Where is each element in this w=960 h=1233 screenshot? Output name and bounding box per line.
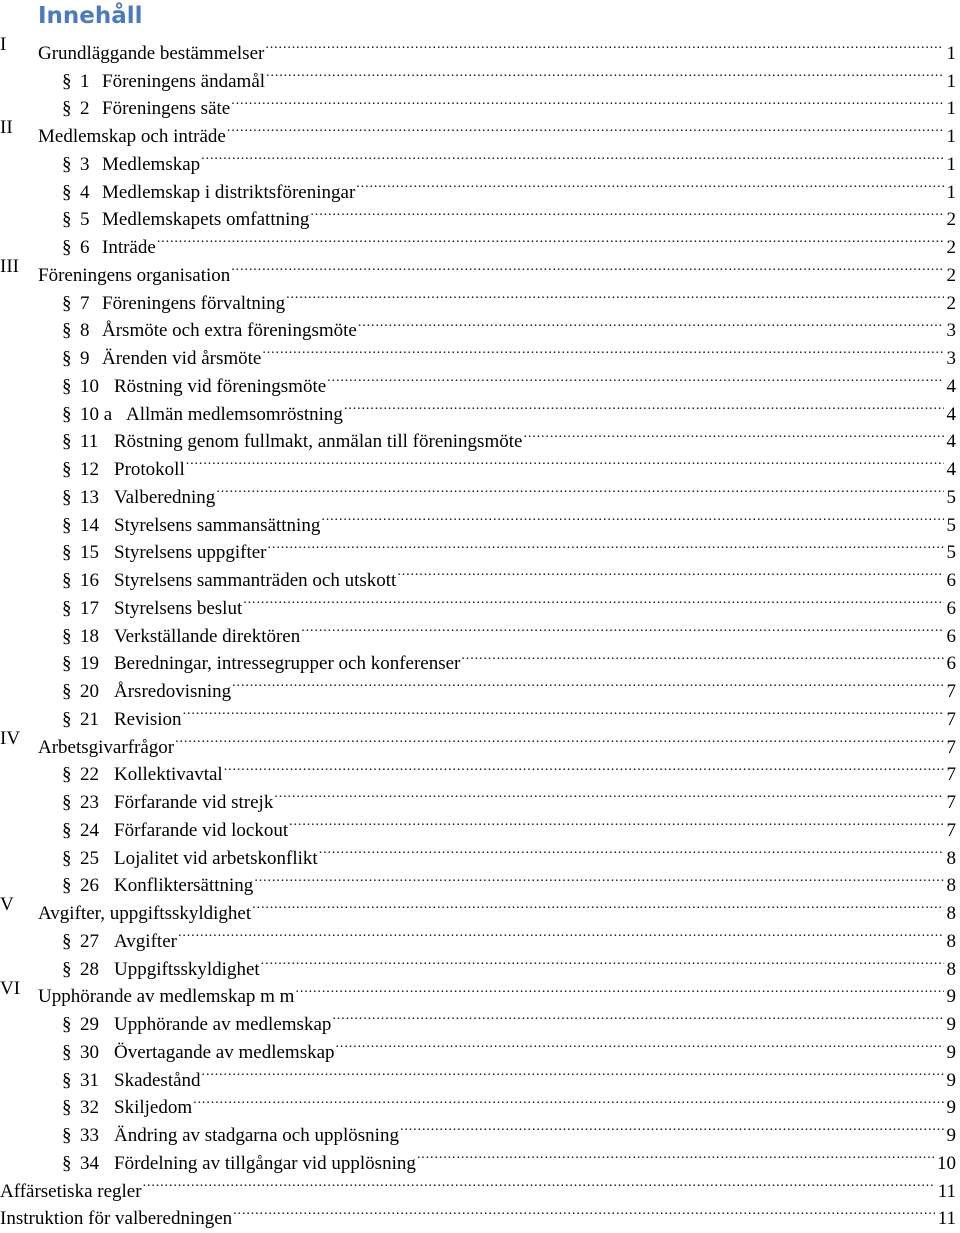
dot-leader xyxy=(186,447,944,475)
page-number: 9 xyxy=(944,1039,960,1067)
entry-title: Styrelsens sammanträden och utskott xyxy=(114,567,397,595)
entry-title: Medlemskap och inträde xyxy=(38,123,227,151)
paragraph-sign: § xyxy=(62,761,80,789)
section-number: 25 xyxy=(80,845,114,873)
toc-entry[interactable] xyxy=(0,1197,960,1233)
dot-leader xyxy=(261,947,944,975)
paragraph-sign: § xyxy=(62,484,80,512)
dot-leader xyxy=(336,1030,944,1058)
toc-chapter-row[interactable] xyxy=(0,891,960,919)
page-number: 4 xyxy=(944,401,960,429)
toc-section-row[interactable] xyxy=(0,919,960,947)
dot-leader xyxy=(356,170,943,198)
dot-leader xyxy=(268,531,944,559)
entry-title: Revision xyxy=(114,706,183,734)
section-number: 13 xyxy=(80,484,114,512)
page-number: 3 xyxy=(944,345,960,373)
toc-chapter-row[interactable] xyxy=(0,725,960,753)
dot-leader xyxy=(295,975,943,1003)
dot-leader xyxy=(224,753,944,781)
toc-chapter-row[interactable] xyxy=(0,975,960,1003)
entry-title: Medlemskapets omfattning xyxy=(102,206,310,234)
dot-leader xyxy=(321,503,943,531)
dot-leader xyxy=(231,253,943,281)
toc-section-row[interactable] xyxy=(0,836,960,864)
dot-leader xyxy=(344,392,944,420)
paragraph-sign: § xyxy=(62,345,80,373)
paragraph-sign: § xyxy=(62,428,80,456)
paragraph-sign: § xyxy=(62,68,80,96)
dot-leader xyxy=(202,1058,944,1086)
section-number: 29 xyxy=(80,1011,114,1039)
section-number: 8 xyxy=(80,317,102,345)
section-number: 1 xyxy=(80,68,102,96)
page-number: 8 xyxy=(944,900,960,928)
toc-section-row[interactable] xyxy=(0,1058,960,1086)
toc-section-row[interactable] xyxy=(0,225,960,253)
chapter-number: I xyxy=(0,31,6,59)
page-number: 7 xyxy=(944,789,960,817)
paragraph-sign: § xyxy=(62,1067,80,1095)
dot-leader xyxy=(157,225,944,253)
toc-appendix-row[interactable] xyxy=(0,1169,960,1197)
dot-leader xyxy=(227,114,944,142)
entry-title: Förfarande vid strejk xyxy=(114,789,274,817)
section-number: 19 xyxy=(80,650,114,678)
page-number: 9 xyxy=(944,1067,960,1095)
toc-section-row[interactable] xyxy=(0,87,960,115)
entry-title: Uppgiftsskyldighet xyxy=(114,956,261,984)
entry-title: Röstning genom fullmakt, anmälan till föreningsmöte xyxy=(114,428,523,456)
section-number: 17 xyxy=(80,595,114,623)
paragraph-sign: § xyxy=(62,650,80,678)
dot-leader xyxy=(332,1002,943,1030)
page-number: 8 xyxy=(944,872,960,900)
section-number: 22 xyxy=(80,761,114,789)
section-number: 34 xyxy=(80,1150,114,1178)
page-number: 2 xyxy=(944,206,960,234)
paragraph-sign: § xyxy=(62,290,80,318)
toc-chapter-row[interactable] xyxy=(0,253,960,281)
paragraph-sign: § xyxy=(62,872,80,900)
dot-leader xyxy=(193,1086,943,1114)
toc-section-row[interactable] xyxy=(0,642,960,670)
entry-title: Konfliktersättning xyxy=(114,872,254,900)
page-number: 4 xyxy=(944,428,960,456)
chapter-number: IV xyxy=(0,725,20,753)
toc-heading: Innehåll xyxy=(38,0,143,32)
toc-section-row[interactable] xyxy=(0,808,960,836)
section-number: 32 xyxy=(80,1094,114,1122)
dot-leader xyxy=(310,198,943,226)
entry-title: Kollektivavtal xyxy=(114,761,224,789)
page-number: 7 xyxy=(944,734,960,762)
toc-section-row[interactable] xyxy=(0,420,960,448)
paragraph-sign: § xyxy=(62,845,80,873)
toc-section-row[interactable] xyxy=(0,1113,960,1141)
page-number: 1 xyxy=(944,95,960,123)
dot-leader xyxy=(183,697,944,725)
paragraph-sign: § xyxy=(62,706,80,734)
entry-title: Ärenden vid årsmöte xyxy=(102,345,262,373)
paragraph-sign: § xyxy=(62,373,80,401)
page-number: 4 xyxy=(944,373,960,401)
entry-title: Styrelsens sammansättning xyxy=(114,512,321,540)
toc-section-row[interactable] xyxy=(0,336,960,364)
dot-leader xyxy=(400,1113,944,1141)
entry-title: Upphörande av medlemskap xyxy=(114,1011,332,1039)
paragraph-sign: § xyxy=(62,151,80,179)
paragraph-sign: § xyxy=(62,1039,80,1067)
page-number: 3 xyxy=(944,317,960,345)
page-number: 9 xyxy=(944,1094,960,1122)
page-number: 7 xyxy=(944,706,960,734)
section-number: 24 xyxy=(80,817,114,845)
page-number: 7 xyxy=(944,761,960,789)
paragraph-sign: § xyxy=(62,1150,80,1178)
page-number: 8 xyxy=(944,845,960,873)
dot-leader xyxy=(231,87,943,115)
entry-title: Upphörande av medlemskap m m xyxy=(38,983,295,1011)
toc-section-row[interactable] xyxy=(0,1141,960,1169)
entry-title: Beredningar, intressegrupper och konferenser xyxy=(114,650,461,678)
toc-section-row[interactable] xyxy=(0,947,960,975)
entry-title: Arbetsgivarfrågor xyxy=(38,734,175,762)
page-number: 2 xyxy=(944,262,960,290)
entry-title: Övertagande av medlemskap xyxy=(114,1039,336,1067)
paragraph-sign: § xyxy=(62,817,80,845)
dot-leader xyxy=(201,142,943,170)
dot-leader xyxy=(461,642,943,670)
section-number: 27 xyxy=(80,928,114,956)
dot-leader xyxy=(252,891,943,919)
paragraph-sign: § xyxy=(62,401,80,429)
dot-leader xyxy=(274,780,943,808)
toc-section-row[interactable] xyxy=(0,1002,960,1030)
chapter-number: II xyxy=(0,114,13,142)
section-number: 10 a xyxy=(80,401,126,429)
entry-title: Föreningens ändamål xyxy=(102,68,266,96)
entry-title: Medlemskap i distriktsföreningar xyxy=(102,179,356,207)
section-number: 28 xyxy=(80,956,114,984)
toc-section-row[interactable] xyxy=(0,669,960,697)
entry-title: Instruktion för valberedningen xyxy=(0,1205,233,1233)
section-number: 2 xyxy=(80,95,102,123)
paragraph-sign: § xyxy=(62,179,80,207)
section-number: 9 xyxy=(80,345,102,373)
toc-section-row[interactable] xyxy=(0,281,960,309)
page-number: 5 xyxy=(944,539,960,567)
chapter-number: VI xyxy=(0,975,20,1003)
paragraph-sign: § xyxy=(62,1122,80,1150)
paragraph-sign: § xyxy=(62,539,80,567)
dot-leader xyxy=(243,586,943,614)
dot-leader xyxy=(358,309,944,337)
entry-title: Avgifter xyxy=(114,928,178,956)
entry-title: Skiljedom xyxy=(114,1094,193,1122)
entry-title: Affärsetiska regler xyxy=(0,1178,143,1206)
page-number: 1 xyxy=(944,123,960,151)
entry-title: Avgifter, uppgiftsskyldighet xyxy=(38,900,252,928)
page-number: 9 xyxy=(944,1011,960,1039)
toc-section-row[interactable] xyxy=(0,1030,960,1058)
toc-section-row[interactable] xyxy=(0,697,960,725)
section-number: 5 xyxy=(80,206,102,234)
page-number: 7 xyxy=(944,817,960,845)
page-number: 2 xyxy=(944,290,960,318)
toc-section-row[interactable] xyxy=(0,780,960,808)
dot-leader xyxy=(319,836,944,864)
page-number: 6 xyxy=(944,567,960,595)
dot-leader xyxy=(216,475,943,503)
page-number: 5 xyxy=(944,484,960,512)
dot-leader xyxy=(233,1197,935,1225)
page-number: 5 xyxy=(944,512,960,540)
page-number: 1 xyxy=(944,68,960,96)
entry-title: Medlemskap xyxy=(102,151,201,179)
toc-section-row[interactable] xyxy=(0,309,960,337)
dot-leader xyxy=(417,1141,934,1169)
page-number: 6 xyxy=(944,650,960,678)
section-number: 12 xyxy=(80,456,114,484)
entry-title: Verkställande direktören xyxy=(114,623,301,651)
dot-leader xyxy=(286,281,943,309)
dot-leader xyxy=(301,614,943,642)
toc-section-row[interactable] xyxy=(0,864,960,892)
page-number: 6 xyxy=(944,623,960,651)
section-number: 16 xyxy=(80,567,114,595)
entry-title: Protokoll xyxy=(114,456,186,484)
page-number: 2 xyxy=(944,234,960,262)
chapter-number: III xyxy=(0,253,19,281)
dot-leader xyxy=(523,420,943,448)
dot-leader xyxy=(265,31,943,59)
paragraph-sign: § xyxy=(62,567,80,595)
section-number: 7 xyxy=(80,290,102,318)
toc-section-row[interactable] xyxy=(0,1086,960,1114)
section-number: 4 xyxy=(80,179,102,207)
toc-section-row[interactable] xyxy=(0,447,960,475)
section-number: 3 xyxy=(80,151,102,179)
paragraph-sign: § xyxy=(62,317,80,345)
toc-section-row[interactable] xyxy=(0,170,960,198)
entry-title: Föreningens organisation xyxy=(38,262,231,290)
section-number: 20 xyxy=(80,678,114,706)
paragraph-sign: § xyxy=(62,1094,80,1122)
entry-title: Inträde xyxy=(102,234,157,262)
entry-title: Föreningens säte xyxy=(102,95,231,123)
section-number: 23 xyxy=(80,789,114,817)
toc-section-row[interactable] xyxy=(0,364,960,392)
toc-section-row[interactable] xyxy=(0,392,960,420)
toc-section-row[interactable] xyxy=(0,531,960,559)
toc-section-row[interactable] xyxy=(0,475,960,503)
dot-leader xyxy=(232,669,943,697)
paragraph-sign: § xyxy=(62,512,80,540)
dot-leader xyxy=(397,558,943,586)
toc-section-row[interactable] xyxy=(0,59,960,87)
page-number: 11 xyxy=(935,1178,960,1206)
toc-section-row[interactable] xyxy=(0,558,960,586)
paragraph-sign: § xyxy=(62,789,80,817)
page-number: 4 xyxy=(944,456,960,484)
page-number: 1 xyxy=(944,40,960,68)
entry-title: Årsredovisning xyxy=(114,678,232,706)
paragraph-sign: § xyxy=(62,678,80,706)
dot-leader xyxy=(266,59,943,87)
toc-chapter-row[interactable] xyxy=(0,31,960,59)
entry-title: Förfarande vid lockout xyxy=(114,817,289,845)
entry-title: Grundläggande bestämmelser xyxy=(38,40,265,68)
page-number: 8 xyxy=(944,928,960,956)
paragraph-sign: § xyxy=(62,956,80,984)
page-number: 11 xyxy=(935,1205,960,1233)
page-number: 7 xyxy=(944,678,960,706)
paragraph-sign: § xyxy=(62,928,80,956)
paragraph-sign: § xyxy=(62,595,80,623)
paragraph-sign: § xyxy=(62,1011,80,1039)
section-number: 18 xyxy=(80,623,114,651)
entry-title: Allmän medlemsomröstning xyxy=(126,401,344,429)
page-number: 9 xyxy=(944,1122,960,1150)
section-number: 11 xyxy=(80,428,114,456)
entry-title: Föreningens förvaltning xyxy=(102,290,286,318)
toc-appendix-row[interactable] xyxy=(0,1197,960,1225)
section-number: 6 xyxy=(80,234,102,262)
toc-section-row[interactable] xyxy=(0,614,960,642)
paragraph-sign: § xyxy=(62,456,80,484)
toc-section-row[interactable] xyxy=(0,753,960,781)
dot-leader xyxy=(327,364,943,392)
entry-title: Ändring av stadgarna och upplösning xyxy=(114,1122,400,1150)
dot-leader xyxy=(254,864,943,892)
section-number: 10 xyxy=(80,373,114,401)
page-number: 10 xyxy=(934,1150,960,1178)
dot-leader xyxy=(143,1169,935,1197)
entry-title: Styrelsens beslut xyxy=(114,595,243,623)
entry-title: Fördelning av tillgångar vid upplösning xyxy=(114,1150,417,1178)
page-number: 1 xyxy=(944,151,960,179)
toc-section-row[interactable] xyxy=(0,198,960,226)
page-number: 6 xyxy=(944,595,960,623)
dot-leader xyxy=(175,725,943,753)
toc-section-row[interactable] xyxy=(0,142,960,170)
toc-section-row[interactable] xyxy=(0,586,960,614)
table-of-contents xyxy=(0,31,960,1224)
entry-title: Styrelsens uppgifter xyxy=(114,539,268,567)
page-number: 8 xyxy=(944,956,960,984)
page-number: 1 xyxy=(944,179,960,207)
dot-leader xyxy=(178,919,944,947)
entry-title: Årsmöte och extra föreningsmöte xyxy=(102,317,358,345)
toc-section-row[interactable] xyxy=(0,503,960,531)
entry-title: Valberedning xyxy=(114,484,216,512)
section-number: 21 xyxy=(80,706,114,734)
entry-title: Skadestånd xyxy=(114,1067,202,1095)
dot-leader xyxy=(262,336,943,364)
section-number: 14 xyxy=(80,512,114,540)
entry-title: Röstning vid föreningsmöte xyxy=(114,373,327,401)
section-number: 26 xyxy=(80,872,114,900)
section-number: 15 xyxy=(80,539,114,567)
dot-leader xyxy=(289,808,943,836)
section-number: 30 xyxy=(80,1039,114,1067)
paragraph-sign: § xyxy=(62,95,80,123)
paragraph-sign: § xyxy=(62,206,80,234)
chapter-number: V xyxy=(0,891,14,919)
section-number: 33 xyxy=(80,1122,114,1150)
paragraph-sign: § xyxy=(62,234,80,262)
entry-title: Lojalitet vid arbetskonflikt xyxy=(114,845,319,873)
toc-chapter-row[interactable] xyxy=(0,114,960,142)
section-number: 31 xyxy=(80,1067,114,1095)
paragraph-sign: § xyxy=(62,623,80,651)
page-number: 9 xyxy=(944,983,960,1011)
